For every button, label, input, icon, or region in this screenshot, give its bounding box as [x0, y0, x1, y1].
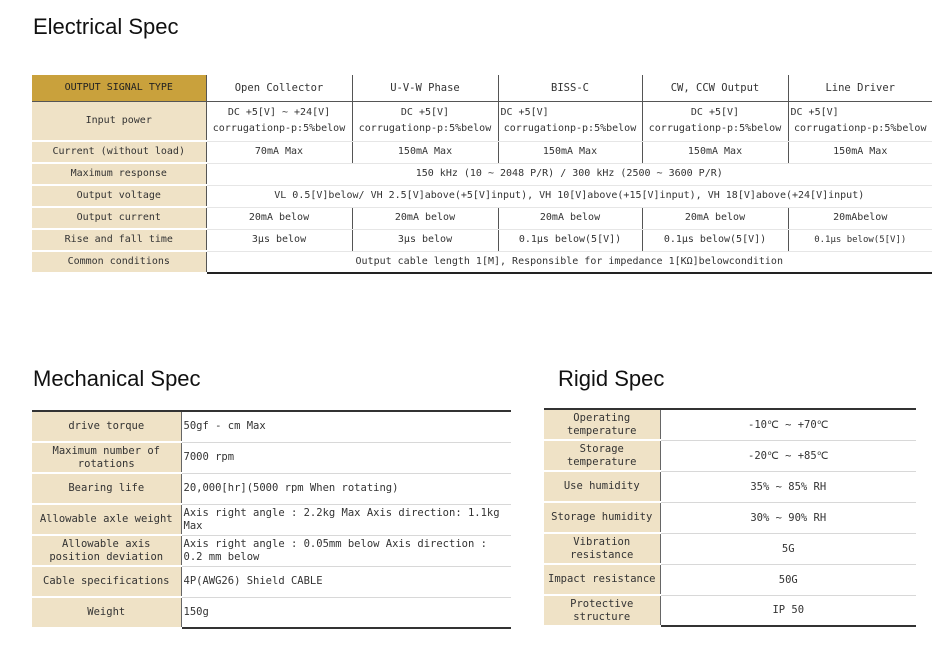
table-cell: 20mAbelow: [788, 207, 932, 229]
row-label: Impact resistance: [544, 564, 660, 595]
rigid-spec-table: [544, 408, 916, 627]
table-row: [32, 535, 511, 566]
table-row: [544, 471, 916, 502]
table-cell: 150g: [181, 597, 511, 628]
table-cell: 20mA below: [352, 207, 498, 229]
table-row: [544, 440, 916, 471]
output-signal-type-header: OUTPUT SIGNAL TYPE: [32, 75, 206, 101]
column-header: CW, CCW Output: [642, 75, 788, 101]
row-label: Input power: [32, 101, 206, 141]
table-row: [32, 207, 932, 229]
row-label: Operating temperature: [544, 409, 660, 440]
table-row: [32, 411, 511, 442]
table-cell: IP 50: [660, 595, 916, 626]
table-cell: 5G: [660, 533, 916, 564]
table-row: [32, 597, 511, 628]
table-row: [544, 502, 916, 533]
table-cell: 20mA below: [498, 207, 642, 229]
table-cell: 3μs below: [206, 229, 352, 251]
table-cell: -10℃ ~ +70℃: [660, 409, 916, 440]
table-row: [32, 163, 932, 185]
table-cell: 150mA Max: [642, 141, 788, 163]
column-header: Open Collector: [206, 75, 352, 101]
table-cell: -20℃ ~ +85℃: [660, 440, 916, 471]
row-label: Cable specifications: [32, 566, 181, 597]
table-row: [32, 141, 932, 163]
column-header: BISS-C: [498, 75, 642, 101]
table-cell: DC +5[V] corrugationp-p:5%below: [498, 101, 642, 141]
table-cell: 0.1μs below(5[V]): [642, 229, 788, 251]
table-cell: 70mA Max: [206, 141, 352, 163]
table-row: [544, 564, 916, 595]
electrical-spec-title: Electrical Spec: [33, 14, 179, 39]
table-row: [32, 566, 511, 597]
table-cell: VL 0.5[V]below/ VH 2.5[V]above(+5[V]input), VH 10[V]above(+15[V]input), VH 18[V]above(+24[V]input): [206, 185, 932, 207]
row-label: Common conditions: [32, 251, 206, 273]
row-label: Bearing life: [32, 473, 181, 504]
table-cell: 4P(AWG26) Shield CABLE: [181, 566, 511, 597]
table-row: [32, 101, 932, 141]
row-label: Weight: [32, 597, 181, 628]
table-row: [32, 229, 932, 251]
row-label: Output voltage: [32, 185, 206, 207]
row-label: Allowable axis position deviation: [32, 535, 181, 566]
table-cell: 50G: [660, 564, 916, 595]
table-cell: Axis right angle : 2.2kg Max Axis direction: 1.1kg Max: [181, 504, 511, 535]
table-row: [32, 251, 932, 273]
table-cell: 20mA below: [642, 207, 788, 229]
row-label: Current (without load): [32, 141, 206, 163]
row-label: Storage humidity: [544, 502, 660, 533]
table-cell: 0.1μs below(5[V]): [498, 229, 642, 251]
row-label: Maximum number of rotations: [32, 442, 181, 473]
row-label: Vibration resistance: [544, 533, 660, 564]
row-label: Output current: [32, 207, 206, 229]
table-cell: Output cable length 1[M], Responsible for impedance 1[KΩ]belowcondition: [206, 251, 932, 273]
table-cell: 3μs below: [352, 229, 498, 251]
table-cell: 20mA below: [206, 207, 352, 229]
table-row: [32, 504, 511, 535]
table-row: [32, 185, 932, 207]
table-cell: DC +5[V] corrugationp-p:5%below: [352, 101, 498, 141]
row-label: Rise and fall time: [32, 229, 206, 251]
mechanical-spec-table: [32, 410, 511, 629]
table-row: [544, 533, 916, 564]
rigid-spec-title: Rigid Spec: [558, 366, 665, 391]
table-cell: 150mA Max: [352, 141, 498, 163]
column-header: U-V-W Phase: [352, 75, 498, 101]
row-label: Maximum response: [32, 163, 206, 185]
row-label: Storage temperature: [544, 440, 660, 471]
table-header-row: [32, 75, 932, 101]
table-cell: DC +5[V] corrugationp-p:5%below: [788, 101, 932, 141]
electrical-spec-table: [32, 75, 932, 274]
table-cell: Axis right angle : 0.05mm below Axis direction : 0.2 mm below: [181, 535, 511, 566]
table-cell: 35% ~ 85% RH: [660, 471, 916, 502]
row-label: Allowable axle weight: [32, 504, 181, 535]
row-label: drive torque: [32, 411, 181, 442]
table-row: [32, 473, 511, 504]
table-cell: 150mA Max: [788, 141, 932, 163]
table-cell: DC +5[V] corrugationp-p:5%below: [642, 101, 788, 141]
table-cell: 30% ~ 90% RH: [660, 502, 916, 533]
table-cell: 7000 rpm: [181, 442, 511, 473]
mechanical-spec-title: Mechanical Spec: [33, 366, 201, 391]
table-cell: DC +5[V] ~ +24[V] corrugationp-p:5%below: [206, 101, 352, 141]
table-cell: 150mA Max: [498, 141, 642, 163]
table-cell: 20,000[hr](5000 rpm When rotating): [181, 473, 511, 504]
table-cell: 50gf - cm Max: [181, 411, 511, 442]
table-cell: 150 kHz (10 ~ 2048 P/R) / 300 kHz (2500 ~ 3600 P/R): [206, 163, 932, 185]
table-row: [544, 409, 916, 440]
column-header: Line Driver: [788, 75, 932, 101]
row-label: Protective structure: [544, 595, 660, 626]
table-cell: 0.1μs below(5[V]): [788, 229, 932, 251]
row-label: Use humidity: [544, 471, 660, 502]
table-row: [544, 595, 916, 626]
table-row: [32, 442, 511, 473]
